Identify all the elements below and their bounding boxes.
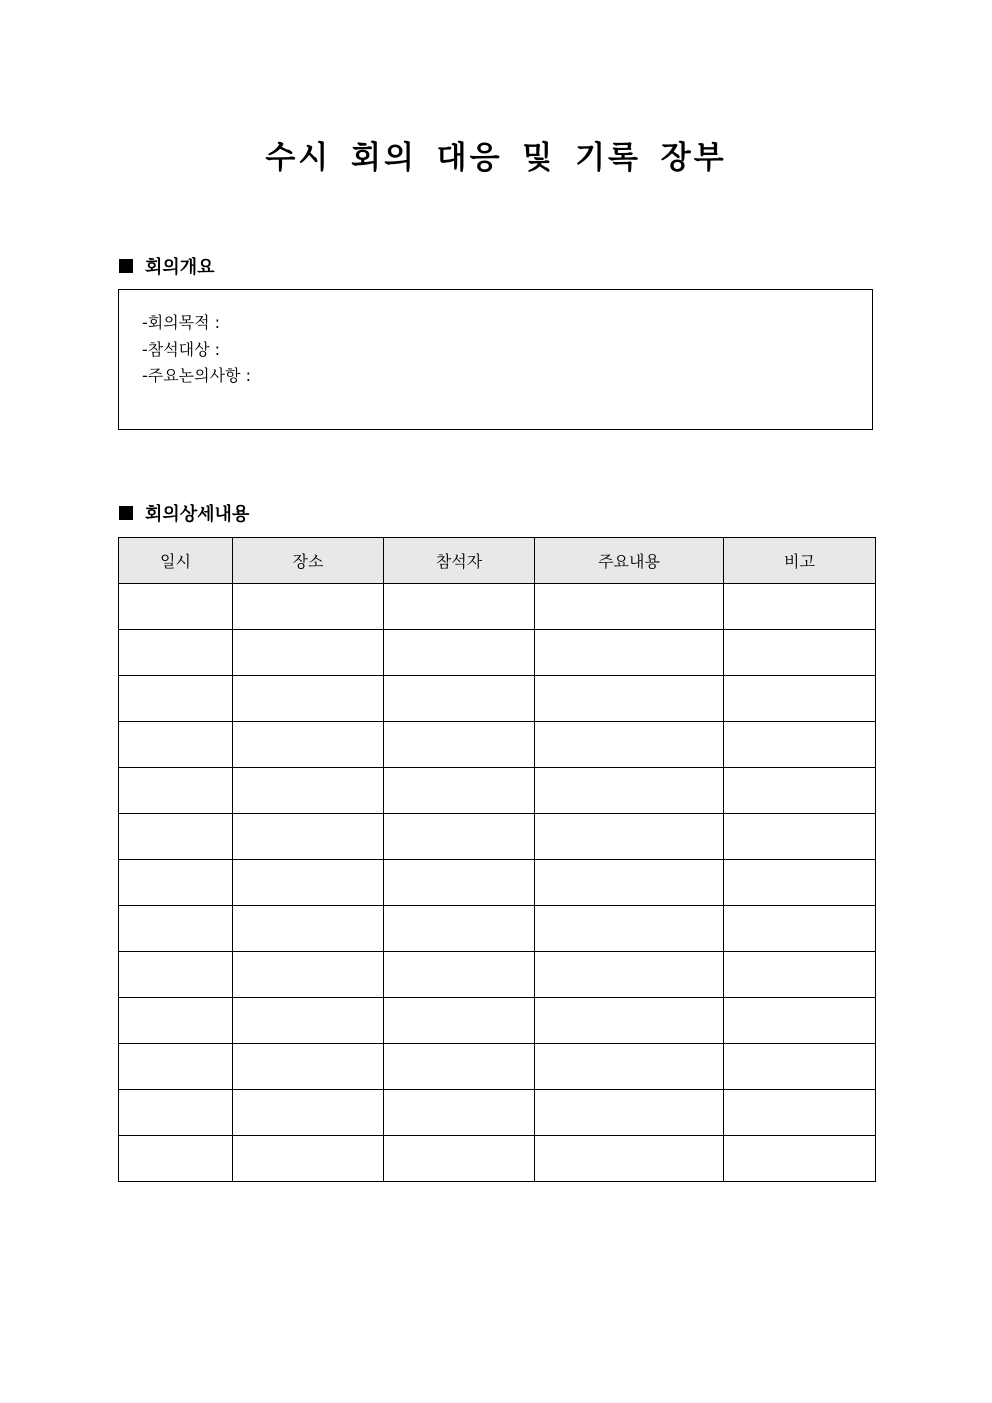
- cell-main-content[interactable]: [535, 814, 724, 860]
- table-row: [119, 952, 876, 998]
- overview-line-purpose[interactable]: -회의목적 :: [142, 313, 221, 332]
- cell-datetime[interactable]: [119, 814, 233, 860]
- cell-remarks[interactable]: [724, 722, 876, 768]
- table-row: [119, 1136, 876, 1182]
- table-row: [119, 630, 876, 676]
- table-row: [119, 584, 876, 630]
- table-row: [119, 768, 876, 814]
- cell-location[interactable]: [233, 1044, 384, 1090]
- column-header-main-content: 주요내용: [535, 538, 724, 584]
- cell-attendees[interactable]: [384, 906, 535, 952]
- cell-location[interactable]: [233, 1090, 384, 1136]
- section-heading-overview: [119, 253, 215, 279]
- cell-datetime[interactable]: [119, 860, 233, 906]
- table-row: [119, 722, 876, 768]
- table-row: [119, 1090, 876, 1136]
- cell-remarks[interactable]: [724, 630, 876, 676]
- cell-main-content[interactable]: [535, 998, 724, 1044]
- table-row: [119, 676, 876, 722]
- cell-remarks[interactable]: [724, 952, 876, 998]
- section-heading-detail: [119, 500, 249, 526]
- cell-attendees[interactable]: [384, 1044, 535, 1090]
- table-row: [119, 814, 876, 860]
- cell-remarks[interactable]: [724, 814, 876, 860]
- cell-datetime[interactable]: [119, 1090, 233, 1136]
- document-title: 수시 회의 대응 및 기록 장부: [265, 140, 727, 176]
- cell-remarks[interactable]: [724, 1044, 876, 1090]
- cell-main-content[interactable]: [535, 722, 724, 768]
- cell-attendees[interactable]: [384, 952, 535, 998]
- cell-attendees[interactable]: [384, 722, 535, 768]
- cell-datetime[interactable]: [119, 952, 233, 998]
- cell-location[interactable]: [233, 630, 384, 676]
- cell-attendees[interactable]: [384, 860, 535, 906]
- cell-location[interactable]: [233, 584, 384, 630]
- section-heading-label: 회의개요: [145, 257, 215, 278]
- cell-attendees[interactable]: [384, 630, 535, 676]
- cell-location[interactable]: [233, 768, 384, 814]
- cell-location[interactable]: [233, 676, 384, 722]
- cell-remarks[interactable]: [724, 768, 876, 814]
- cell-attendees[interactable]: [384, 998, 535, 1044]
- cell-attendees[interactable]: [384, 1090, 535, 1136]
- cell-attendees[interactable]: [384, 768, 535, 814]
- cell-remarks[interactable]: [724, 998, 876, 1044]
- cell-attendees[interactable]: [384, 676, 535, 722]
- cell-main-content[interactable]: [535, 630, 724, 676]
- cell-location[interactable]: [233, 998, 384, 1044]
- section-heading-label: 회의상세내용: [145, 504, 250, 525]
- meeting-detail-table: [118, 537, 876, 1182]
- cell-location[interactable]: [233, 952, 384, 998]
- column-header-datetime: 일시: [119, 538, 233, 584]
- cell-remarks[interactable]: [724, 1090, 876, 1136]
- cell-attendees[interactable]: [384, 1136, 535, 1182]
- cell-datetime[interactable]: [119, 722, 233, 768]
- cell-remarks[interactable]: [724, 1136, 876, 1182]
- cell-remarks[interactable]: [724, 906, 876, 952]
- cell-location[interactable]: [233, 906, 384, 952]
- column-header-location: 장소: [233, 538, 384, 584]
- square-bullet-icon: [119, 259, 133, 273]
- column-header-remarks: 비고: [724, 538, 876, 584]
- cell-datetime[interactable]: [119, 768, 233, 814]
- table-row: [119, 998, 876, 1044]
- table-row: [119, 1044, 876, 1090]
- cell-location[interactable]: [233, 722, 384, 768]
- square-bullet-icon: [119, 506, 133, 520]
- cell-datetime[interactable]: [119, 630, 233, 676]
- overview-box: [118, 289, 873, 430]
- cell-remarks[interactable]: [724, 860, 876, 906]
- cell-datetime[interactable]: [119, 1136, 233, 1182]
- cell-datetime[interactable]: [119, 906, 233, 952]
- overview-line-attendees[interactable]: -참석대상 :: [142, 339, 221, 359]
- table-row: [119, 906, 876, 952]
- cell-main-content[interactable]: [535, 1090, 724, 1136]
- cell-main-content[interactable]: [535, 952, 724, 998]
- cell-main-content[interactable]: [535, 1044, 724, 1090]
- cell-attendees[interactable]: [384, 814, 535, 860]
- table-header-row: [119, 538, 876, 584]
- cell-location[interactable]: [233, 814, 384, 860]
- cell-main-content[interactable]: [535, 676, 724, 722]
- cell-datetime[interactable]: [119, 584, 233, 630]
- cell-main-content[interactable]: [535, 768, 724, 814]
- overview-line-topics[interactable]: -주요논의사항 :: [142, 366, 251, 385]
- cell-main-content[interactable]: [535, 860, 724, 906]
- cell-location[interactable]: [233, 860, 384, 906]
- cell-attendees[interactable]: [384, 584, 535, 630]
- cell-datetime[interactable]: [119, 998, 233, 1044]
- cell-main-content[interactable]: [535, 1136, 724, 1182]
- cell-remarks[interactable]: [724, 676, 876, 722]
- cell-remarks[interactable]: [724, 584, 876, 630]
- cell-main-content[interactable]: [535, 906, 724, 952]
- cell-location[interactable]: [233, 1136, 384, 1182]
- cell-main-content[interactable]: [535, 584, 724, 630]
- table-row: [119, 860, 876, 906]
- column-header-attendees: 참석자: [384, 538, 535, 584]
- cell-datetime[interactable]: [119, 676, 233, 722]
- cell-datetime[interactable]: [119, 1044, 233, 1090]
